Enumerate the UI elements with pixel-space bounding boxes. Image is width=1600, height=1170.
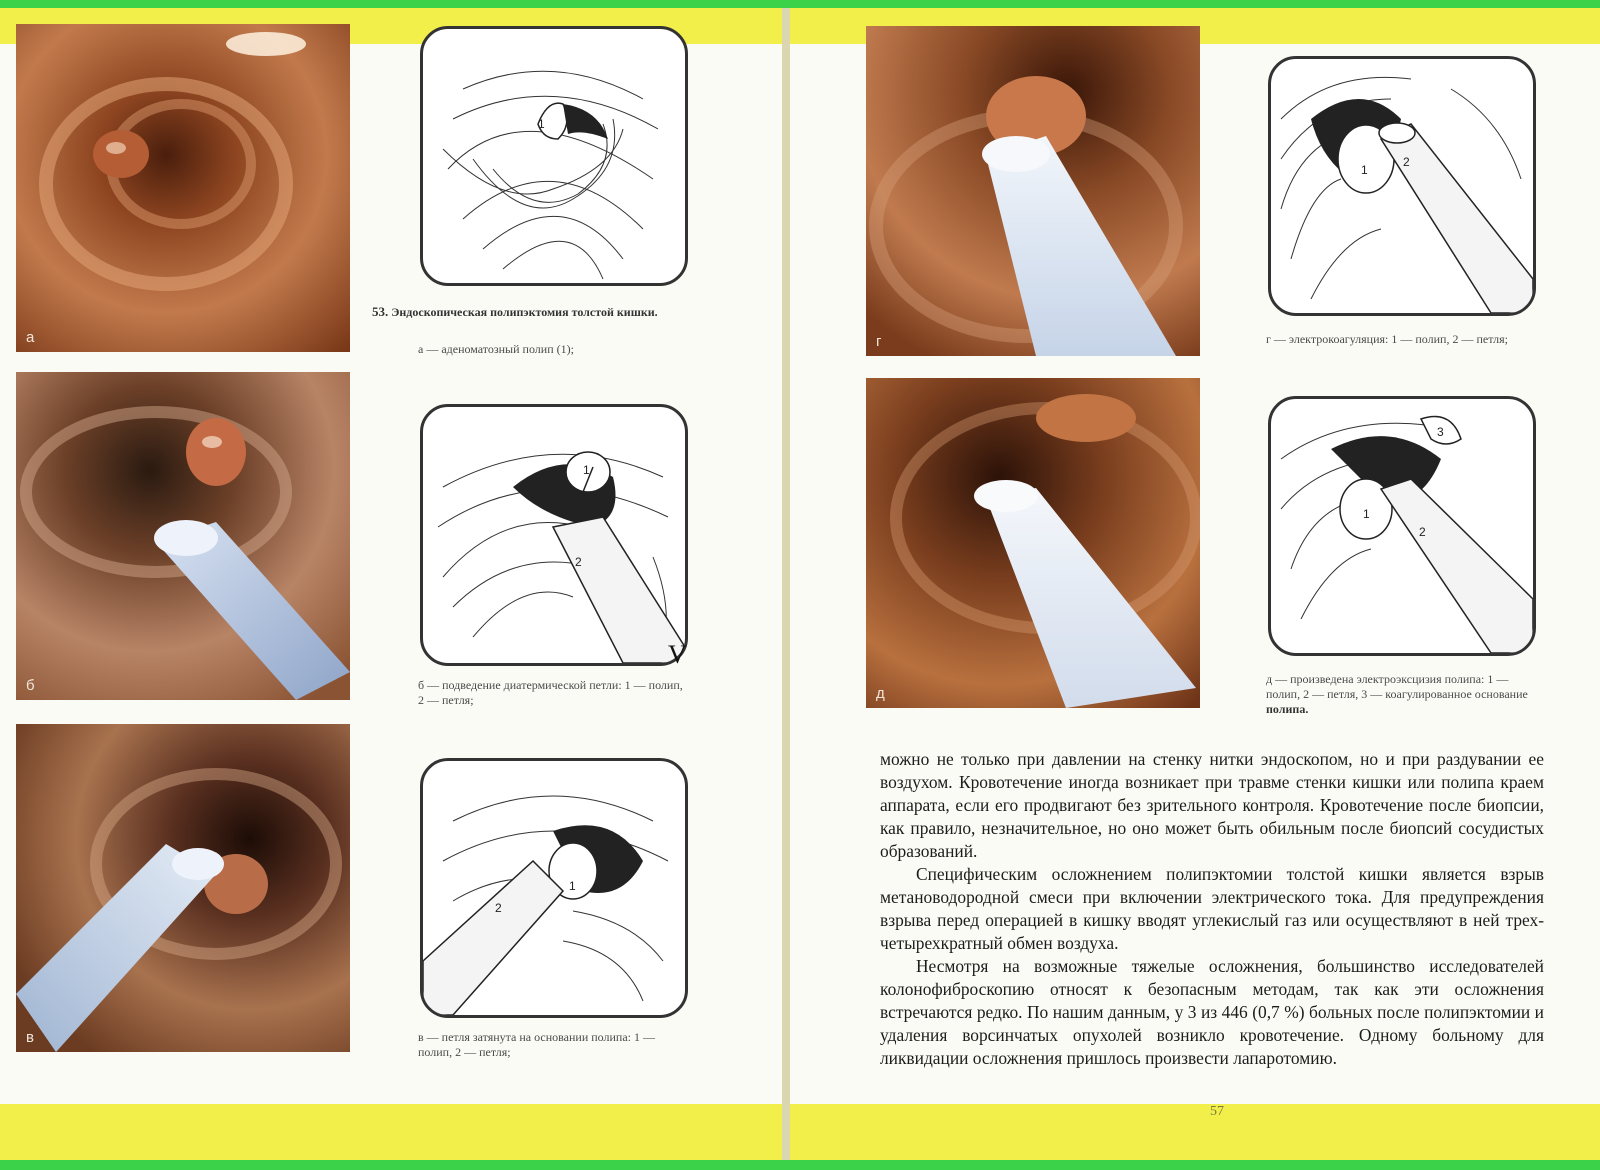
caption-a: а — аденоматозный полип (1); bbox=[418, 342, 574, 356]
caption-b: б — подведение диатермической петли: 1 — полип, 2 — петля; bbox=[418, 678, 683, 707]
paragraph-1: можно не только при давлении на стенку нитки эндоскопом, но и при раздувании ее воздухом. Кровотечение иногда возникает при травме стенки кишки или полипа краем аппарата, если его продвигают без зрительного контроля. Кровотечение после биопсии, как правило, незначительное, но оно может быть обильным после биопсий сосудистых образований. bbox=[880, 749, 1544, 861]
caption-d-end: полипа. bbox=[1266, 702, 1309, 716]
drawing-d-number-3: 3 bbox=[1437, 425, 1444, 439]
body-text bbox=[880, 748, 1544, 1070]
caption-v: в — петля затянута на основании полипа: 1 — полип, 2 — петля; bbox=[418, 1030, 656, 1059]
drawing-v bbox=[420, 758, 688, 1018]
figure-title: Эндоскопическая полипэктомия толстой кишки. bbox=[391, 305, 658, 319]
margin-mark: V bbox=[668, 640, 687, 669]
endoscopic-photo-g bbox=[866, 26, 1200, 356]
photo-label-v: в bbox=[26, 1029, 34, 1046]
photo-label-g: г bbox=[876, 333, 882, 350]
caption-d bbox=[1266, 672, 1532, 717]
drawing-v-number-1: 1 bbox=[569, 879, 576, 893]
drawing-a-number-1: 1 bbox=[538, 117, 545, 131]
bottom-stripe bbox=[0, 1160, 1600, 1170]
drawing-d bbox=[1268, 396, 1536, 656]
figure-number: 53. bbox=[372, 304, 389, 319]
drawing-d-number-1: 1 bbox=[1363, 507, 1370, 521]
figure-caption-title bbox=[372, 304, 684, 320]
drawing-b-number-2: 2 bbox=[575, 555, 582, 569]
endoscopic-photo-a bbox=[16, 24, 350, 352]
endoscopic-photo-v bbox=[16, 724, 350, 1052]
page-number: 57 bbox=[1210, 1104, 1224, 1119]
drawing-g-number-1: 1 bbox=[1361, 163, 1368, 177]
drawing-d-number-2: 2 bbox=[1419, 525, 1426, 539]
endoscopic-photo-b bbox=[16, 372, 350, 700]
drawing-b bbox=[420, 404, 688, 666]
drawing-g-number-2: 2 bbox=[1403, 155, 1410, 169]
caption-d-main: д — произведена электроэксцизия полипа: 1 — полип, 2 — петля, 3 — коагулированное основание bbox=[1266, 672, 1528, 701]
book-gutter bbox=[782, 8, 790, 1160]
caption-g: г — электрокоагуляция: 1 — полип, 2 — петля; bbox=[1266, 332, 1509, 346]
endoscopic-photo-d bbox=[866, 378, 1200, 708]
paragraph-2: Специфическим осложнением полипэктомии толстой кишки является взрыв метановодородной смеси при включении электрического тока. Для предупреждения взрыва перед операцией в кишку вводят углекислый газ или осуществляют в ней трех-четырехкратный обмен воздуха. bbox=[880, 864, 1544, 953]
photo-label-d: д bbox=[876, 685, 885, 702]
drawing-b-number-1: 1 bbox=[583, 463, 590, 477]
photo-label-b: б bbox=[26, 677, 35, 694]
photo-label-a: а bbox=[26, 329, 35, 346]
drawing-g bbox=[1268, 56, 1536, 316]
drawing-v-number-2: 2 bbox=[495, 901, 502, 915]
paragraph-3: Несмотря на возможные тяжелые осложнения, большинство исследователей колонофиброскопию относят к безопасным методам, так как эти осложнения встречаются редко. По нашим данным, у 3 из 446 (0,7 %) больных после полипэктомии и удаления ворсинчатых опухолей возникло кровотечение. Одному больному для ликвидации осложнения пришлось произвести лапаротомию. bbox=[880, 956, 1544, 1068]
drawing-a bbox=[420, 26, 688, 286]
top-stripe bbox=[0, 0, 1600, 8]
